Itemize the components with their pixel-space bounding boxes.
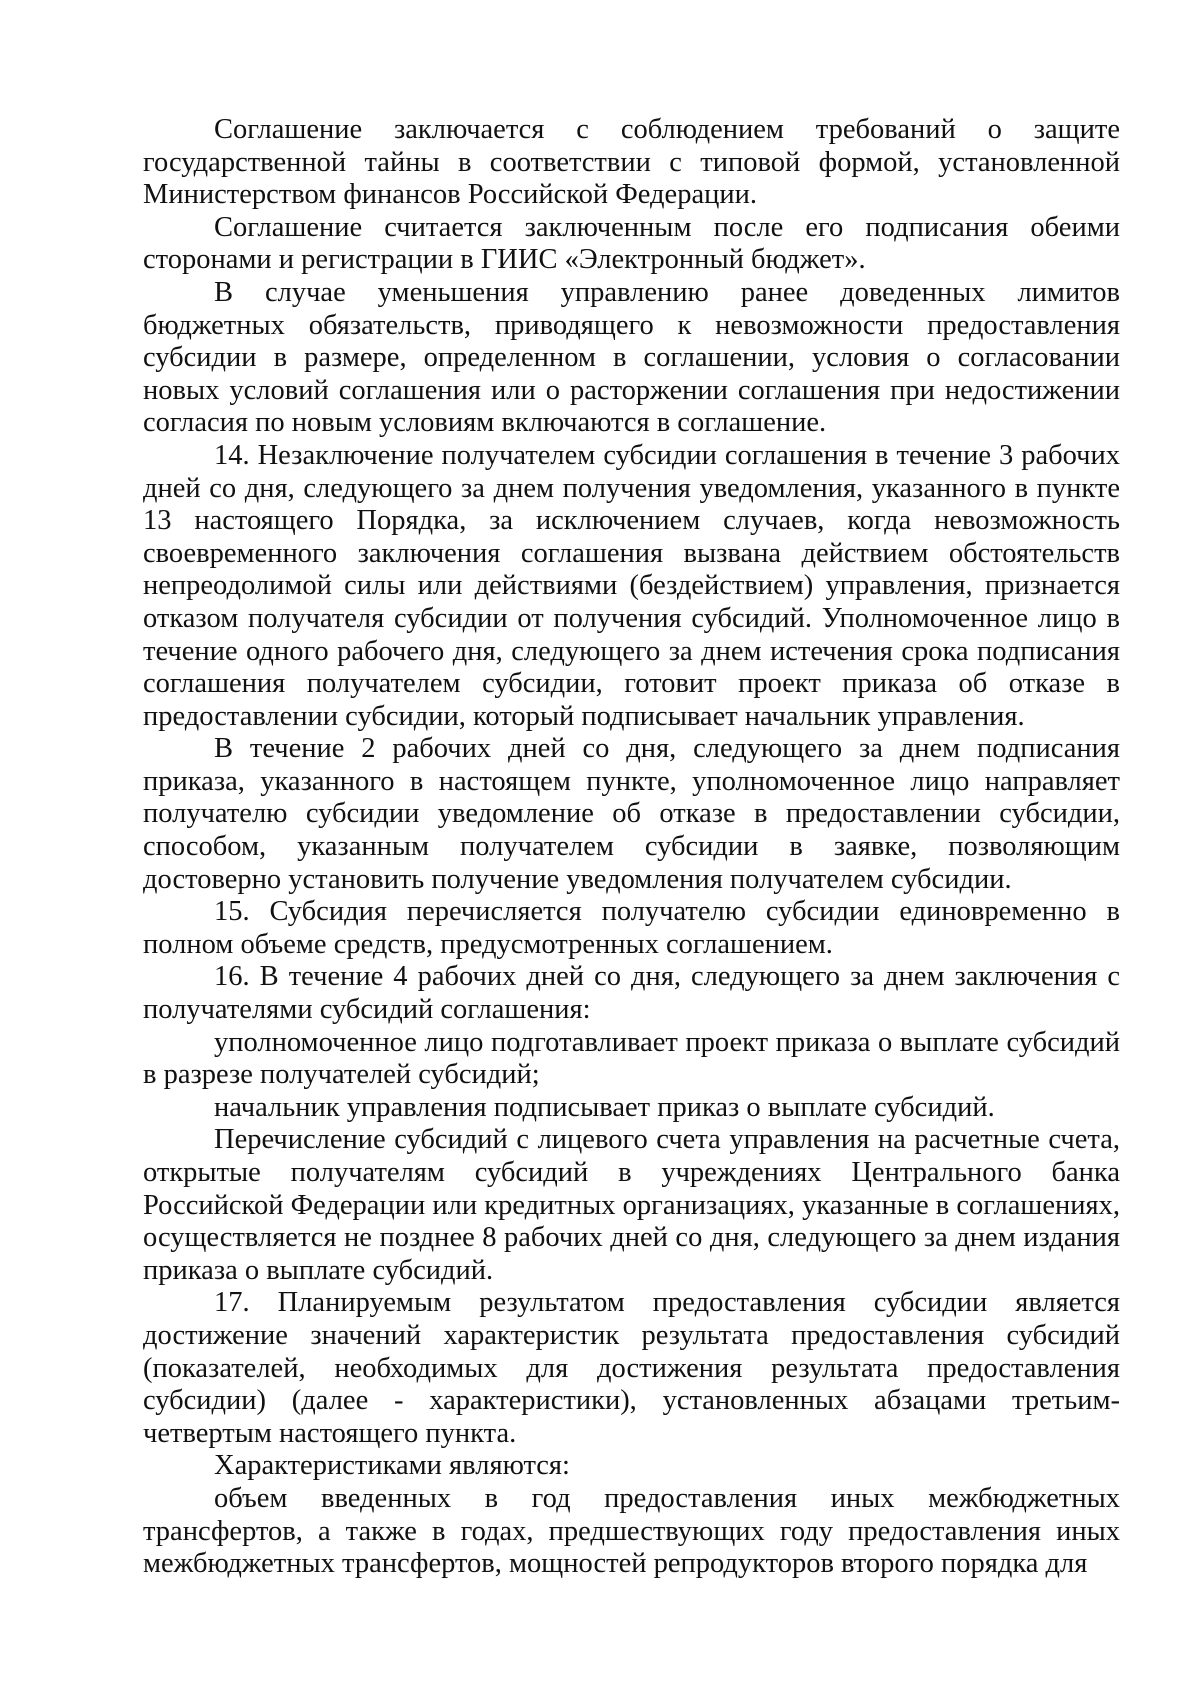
document-body [143,114,1120,1581]
paragraph-head-signs: начальник управления подписывает приказ о выплате субсидий. [214,1091,995,1123]
paragraph-limits-reduction: В случае уменьшения управлению ранее доведенных лимитов бюджетных обязательств, приводящего к невозможности предоставления субсидии в размере, определенном в соглашении, условия о согласовании новых условий соглашения или о расторжении соглашения при недостижении согласия по новым условиям включаются в соглашение. [143,276,1120,439]
paragraph-agreement-secrecy: Соглашение заключается с соблюдением требований о защите государственной тайны в соответствии с типовой формой, установленной Министерством финансов Российской Федерации. [143,114,1120,211]
paragraph-volume-introduced: объем введенных в год предоставления иных межбюджетных трансфертов, а также в годах, предшествующих году предоставления иных межбюджетных трансфертов, мощностей репродукторов второго порядка для [143,1482,1120,1580]
paragraph-draft-order: уполномоченное лицо подготавливает проект приказа о выплате субсидий в разрезе получателей субсидий; [143,1026,1120,1091]
paragraph-transfer: Перечисление субсидий с лицевого счета управления на расчетные счета, открытые получателям субсидий в учреждениях Центрального банка Российской Федерации или кредитных организациях, указанные в соглашениях, осуществляется не позднее 8 рабочих дней со дня, следующего за днем издания приказа о выплате субсидий. [143,1124,1120,1286]
paragraph-agreement-concluded: Соглашение считается заключенным после его подписания обеими сторонами и регистрации в ГИИС «Электронный бюджет». [143,211,1120,276]
paragraph-item-15: 15. Субсидия перечисляется получателю субсидии единовременно в полном объеме средств, предусмотренных соглашением. [143,896,1120,960]
paragraph-characteristics-heading: Характеристиками являются: [214,1450,570,1482]
paragraph-item-14: 14. Незаключение получателем субсидии соглашения в течение 3 рабочих дней со дня, следующего за днем получения уведомления, указанного в пункте 13 настоящего Порядка, за исключением случаев, когда невозможность своевременного заключения соглашения вызвана действием обстоятельств непреодолимой силы или действиями (бездействием) управления, признается отказом получателя субсидии от получения субсидий. Уполномоченное лицо в течение одного рабочего дня, следующего за днем истечения срока подписания соглашения получателем субсидии, готовит проект приказа об отказе в предоставлении субсидии, который подписывает начальник управления. [143,439,1120,732]
paragraph-item-17: 17. Планируемым результатом предоставления субсидии является достижение значений характеристик результата предоставления субсидий (показателей, необходимых для достижения результата предоставления субсидии) (далее - характеристики), установленных абзацами третьим-четвертым настоящего пункта. [143,1287,1120,1449]
paragraph-item-16: 16. В течение 4 рабочих дней со дня, следующего за днем заключения с получателями субсидий соглашения: [143,961,1120,1026]
paragraph-refusal-notice: В течение 2 рабочих дней со дня, следующего за днем подписания приказа, указанного в настоящем пункте, уполномоченное лицо направляет получателю субсидии уведомление об отказе в предоставлении субсидии, способом, указанным получателем субсидии в заявке, позволяющим достоверно установить получение уведомления получателем субсидии. [143,733,1120,895]
